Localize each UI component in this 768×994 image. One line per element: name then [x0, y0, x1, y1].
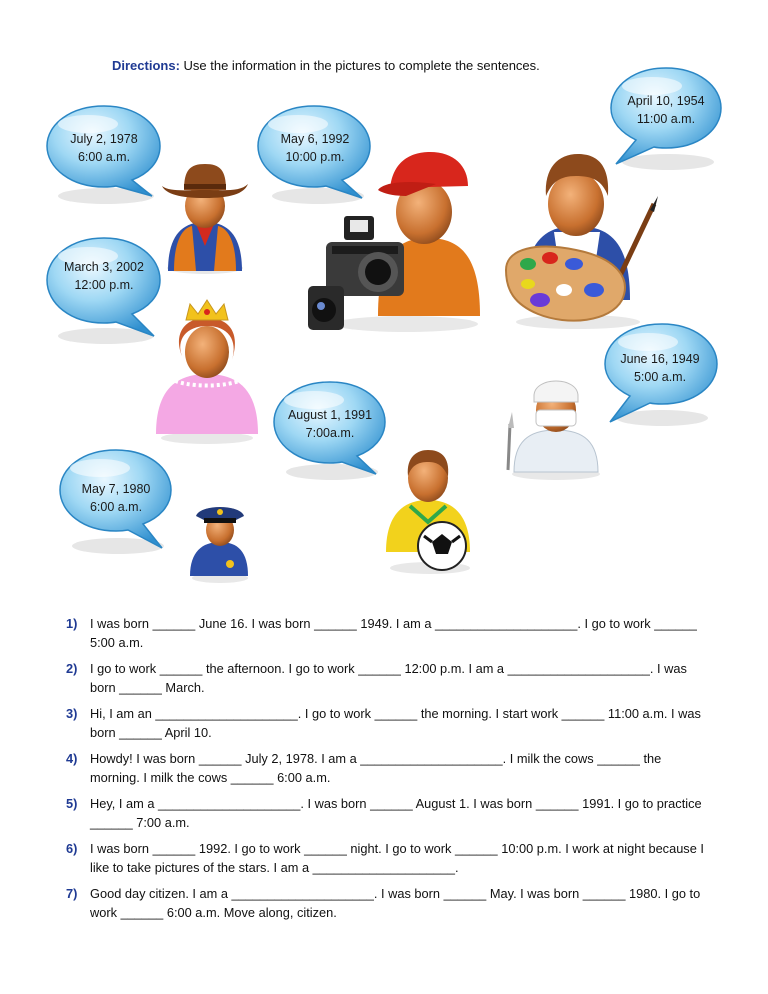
- bubble-date: April 10, 1954: [627, 94, 705, 108]
- surgeon-picture: [500, 372, 606, 482]
- question-text: Hey, I am a ____________________. I was born ______ August 1. I was born ______ 1991. I go to practice ______ 7:00 a.m.: [90, 796, 702, 830]
- surgeon-icon: [500, 372, 606, 482]
- question-item: [66, 839, 706, 877]
- photographer-picture: [306, 146, 486, 336]
- question-list: [66, 614, 706, 929]
- question-text: I go to work ______ the afternoon. I go to work ______ 12:00 p.m. I am a ____________________. I was born ______ March.: [90, 661, 687, 695]
- directions: [112, 58, 540, 73]
- bubble-time: 12:00 p.m.: [74, 278, 134, 292]
- bubble-time: 6:00 a.m.: [89, 500, 143, 514]
- question-item: [66, 794, 706, 832]
- question-text: I was born ______ 1992. I go to work ______ night. I go to work ______ 10:00 p.m. I work at night because I like to take pictures of the stars. I am a ____________________.: [90, 841, 704, 875]
- question-number: 3): [66, 706, 78, 721]
- question-item: [66, 884, 706, 922]
- bubble-date: May 6, 1992: [280, 132, 350, 146]
- question-item: [66, 659, 706, 697]
- bubble-date: July 2, 1978: [70, 132, 138, 146]
- question-number: 1): [66, 616, 78, 631]
- bubble-date: August 1, 1991: [287, 408, 373, 422]
- bubble-time: 6:00 a.m.: [77, 150, 131, 164]
- question-text: Howdy! I was born ______ July 2, 1978. I am a ____________________. I milk the cows ______ the morning. I milk the cows ______ 6:00 a.m.: [90, 751, 662, 785]
- directions-text: Use the information in the pictures to complete the sentences.: [179, 58, 540, 73]
- painter-icon: [498, 150, 658, 330]
- bubble-time: 10:00 p.m.: [285, 150, 345, 164]
- bubble-time: 11:00 a.m.: [636, 112, 696, 126]
- date-bubble-surgeon: [600, 322, 720, 426]
- date-bubble-cowboy: [44, 104, 164, 204]
- queen-picture: [152, 296, 262, 446]
- question-number: 5): [66, 796, 78, 811]
- painter-picture: [498, 150, 658, 330]
- question-number: 2): [66, 661, 78, 676]
- bubble-time: 7:00a.m.: [305, 426, 355, 440]
- bubble-time: 5:00 a.m.: [633, 370, 687, 384]
- question-item: [66, 614, 706, 652]
- bubble-date: May 7, 1980: [81, 482, 151, 496]
- cowboy-icon: [160, 156, 250, 276]
- bubble-date: March 3, 2002: [64, 260, 144, 274]
- cowboy-picture: [160, 156, 250, 276]
- date-bubble-police-officer: [58, 448, 174, 556]
- soccer-player-picture: [380, 446, 476, 576]
- bubble-date: June 16, 1949: [620, 352, 700, 366]
- question-number: 6): [66, 841, 78, 856]
- directions-label: Directions:: [112, 58, 180, 73]
- date-bubble-queen: [44, 236, 164, 346]
- queen-icon: [152, 296, 262, 446]
- police-officer-icon: [186, 500, 252, 584]
- police-officer-picture: [186, 500, 252, 584]
- question-text: I was born ______ June 16. I was born ______ 1949. I am a ____________________. I go to work ______ 5:00 a.m.: [90, 616, 697, 650]
- question-item: [66, 749, 706, 787]
- question-text: Hi, I am an ____________________. I go to work ______ the morning. I start work ______ 11:00 a.m. I was born ______ April 10.: [90, 706, 701, 740]
- question-text: Good day citizen. I am a ____________________. I was born ______ May. I was born ______ 1980. I go to work ______ 6:00 a.m. Move along, citizen.: [90, 886, 701, 920]
- question-number: 7): [66, 886, 78, 901]
- soccer-player-icon: [380, 446, 476, 576]
- date-bubble-soccer-player: [272, 380, 388, 480]
- question-item: [66, 704, 706, 742]
- question-number: 4): [66, 751, 78, 766]
- photographer-icon: [306, 146, 486, 336]
